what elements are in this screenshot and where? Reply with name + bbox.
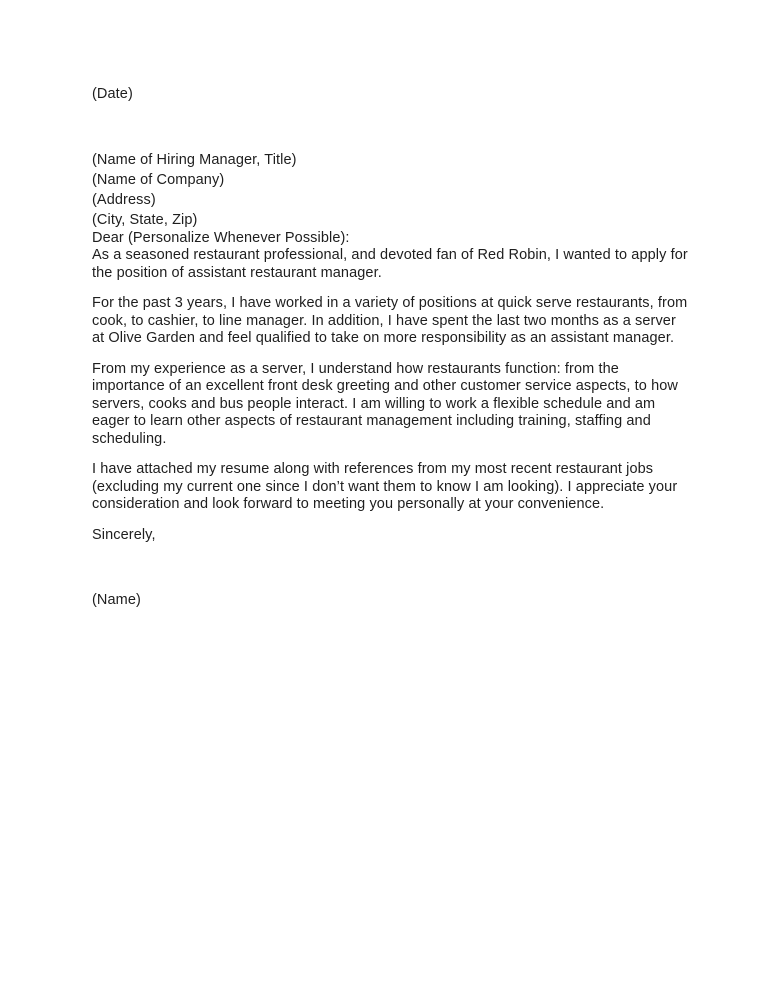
recipient-line-city-state-zip: (City, State, Zip) <box>92 211 198 228</box>
recipient-address-block <box>92 150 690 230</box>
recipient-line-hiring-manager: (Name of Hiring Manager, Title) <box>92 151 297 168</box>
recipient-line-address: (Address) <box>92 191 156 208</box>
body-paragraph-skills: From my experience as a server, I understand how restaurants function: from the importance of an excellent front desk greeting and other customer service aspects, to how servers, cooks and bus people interact. I am willing to work a flexible schedule and am eager to learn other aspects of restaurant management including training, staffing and scheduling. <box>92 360 678 447</box>
recipient-line-company: (Name of Company) <box>92 171 225 188</box>
body-paragraph-experience: For the past 3 years, I have worked in a variety of positions at quick serve restaurants, from cook, to cashier, to line manager. In addition, I have spent the last two months as a server at Olive Garden and feel qualified to take on more responsibility as an assistant manager. <box>92 295 688 346</box>
closing-line: Sincerely, <box>92 526 156 543</box>
salutation-line: Dear (Personalize Whenever Possible): <box>92 229 350 246</box>
body-paragraph-intro: As a seasoned restaurant professional, and devoted fan of Red Robin, I wanted to apply for the position of assistant restaurant manager. <box>92 247 688 281</box>
signature-placeholder-line: (Name) <box>92 592 141 608</box>
date-placeholder-line: (Date) <box>92 86 133 102</box>
body-paragraph-resume: I have attached my resume along with references from my most recent restaurant jobs (excluding my current one since I don’t want them to know I am looking). I appreciate your consideration and look forward to meeting you personally at your convenience. <box>92 461 678 512</box>
